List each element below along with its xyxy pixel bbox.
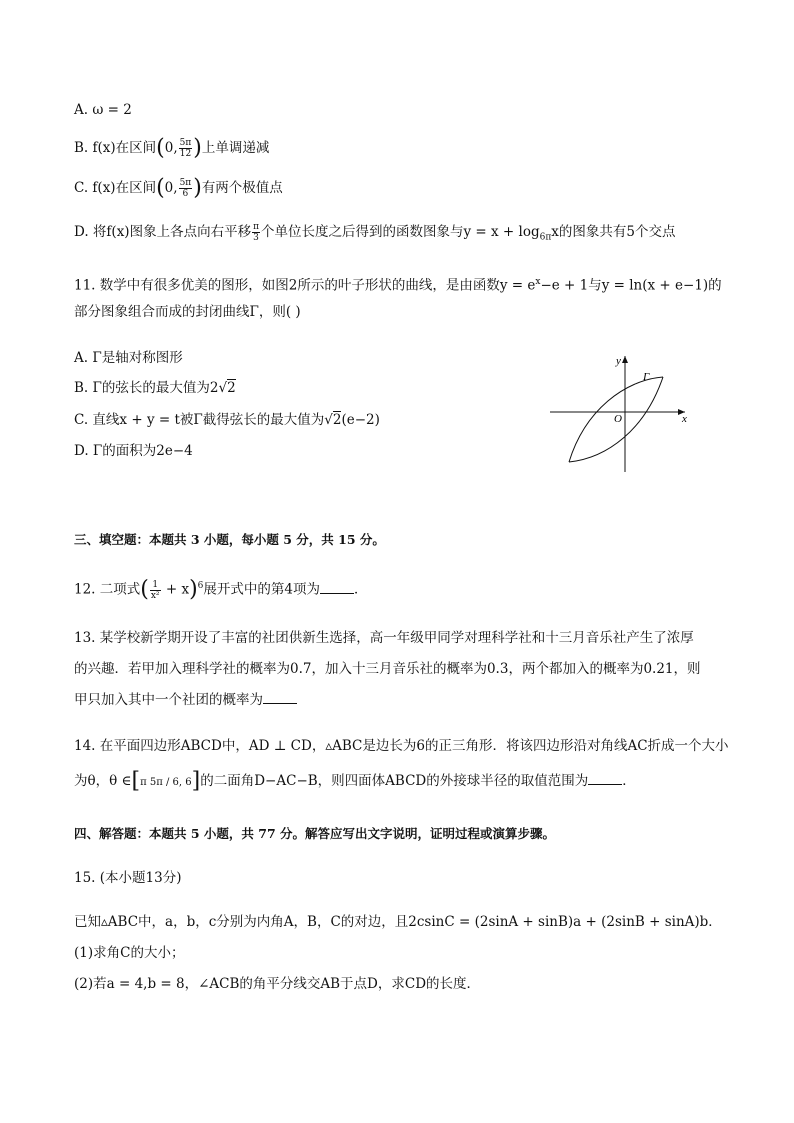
q10-option-b-suffix: 上单调递减 [201, 140, 270, 156]
q12: 12. 二项式( $\frac{1}{\text{x²}}$ + x)$^6$展开式中的第4项为 ． [74, 577, 368, 602]
q10-option-b-prefix: B. f(x)在区间 [74, 140, 157, 156]
q11-stem-line2-text: 部分图象组合而成的封闭曲线Γ，则( ) [74, 304, 301, 320]
q13-line3 [74, 690, 297, 710]
q12-fraction-den: x² [150, 590, 160, 601]
q14-interval: π 5π / 6, 6 [140, 777, 192, 788]
section-4-heading-text: 四、解答题：本题共 5 小题，共 77 分。解答应写出文字说明，证明过程或演算步骤。 [74, 826, 556, 841]
q15-part2-text: (2)若a = 4,b = 8，∠ACB的角平分线交AB于点D，求CD的长度． [74, 976, 481, 992]
q11-stem-line2 [74, 302, 301, 322]
y-axis-label: y [616, 355, 621, 367]
q15-stem-text: 已知▵ABC中，a，b，c分别为内角A，B，C的对边，且2csinC = (2sinA + sinB)a + (2sinB + sinA)b． [74, 914, 722, 930]
q11-stem-line1 [74, 272, 722, 296]
q11-option-c-radicand: 2 [332, 412, 342, 428]
q11-leaf-figure [545, 350, 695, 480]
q10-option-b-fraction-den: 12 [179, 149, 192, 159]
q15-title [74, 868, 181, 888]
q14-line2: 为θ，θ ∈[π 5π / 6, 6]的二面角D−AC−B，则四面体ABCD的外接球半径的取值范围为 ． [74, 768, 636, 794]
q11-option-d [74, 441, 193, 461]
q11-stem-line1-text: 11. 数学中有很多优美的图形，如图2所示的叶子形状的曲线，是由函数y = e [74, 277, 536, 294]
section-4-heading [74, 824, 555, 844]
q13-answer-blank[interactable] [263, 691, 297, 704]
q15-stem [74, 912, 722, 932]
q11-option-c-text: C. 直线x + y = t被Γ截得弦长的最大值为 [74, 412, 325, 428]
q11-option-c-suffix: (e−2) [341, 412, 380, 428]
q11-option-c: C. 直线x + y = t被Γ截得弦长的最大值为√2(e−2) [74, 412, 380, 428]
q15-part1-text: (1)求角C的大小； [74, 945, 185, 961]
q13-line3-text: 甲只加入其中一个社团的概率为 [74, 692, 263, 708]
q10-option-d [74, 222, 675, 248]
q15-title-text: 15. (本小题13分) [74, 870, 182, 886]
q12-exponent: 6 [197, 581, 204, 591]
section-3-heading [74, 530, 385, 550]
q15-part2 [74, 974, 480, 994]
q10-option-d-prefix: D. 将f(x)图象上各点向右平移 [74, 224, 252, 240]
q12-fraction-num: 1 [150, 580, 161, 591]
q10-option-b: B. f(x)在区间(0, $\frac{5\pi}{12}$ )上单调递减 [74, 135, 270, 161]
q12-middle: + x [161, 581, 190, 598]
section-3-heading-text: 三、填空题：本题共 3 小题，每小题 5 分，共 15 分。 [74, 532, 385, 547]
q14-line1-text: 14. 在平面四边形ABCD中，AD ⊥ CD，▵ABC是边长为6的正三角形．将该四边形沿对角线AC折成一个大小 [74, 738, 729, 754]
q10-option-b-fraction-num: 5π [179, 138, 192, 148]
q10-option-c-fraction-den: 6 [182, 189, 189, 199]
x-axis-label: x [682, 413, 687, 425]
q11-option-a-text: A. Γ是轴对称图形 [74, 350, 183, 366]
q13-line1 [74, 628, 694, 648]
q10-option-d-middle: 个单位长度之后得到的函数图象与y = x + log [261, 224, 540, 240]
q13-line2-text: 的兴趣．若甲加入理科学社的概率为0.7，加入十三月音乐社的概率为0.3，两个都加入的概率为0.21，则 [74, 661, 701, 677]
q10-option-c-fraction-num: 5π [179, 178, 192, 188]
q11-option-b-radicand: 2 [227, 380, 236, 396]
q12-prefix: 12. 二项式 [74, 581, 141, 598]
q11-option-b-text: B. Γ的弦长的最大值为2 [74, 380, 219, 396]
q11-option-a [74, 348, 183, 368]
origin-label: O [614, 413, 622, 425]
q13-line1-text: 13. 某学校新学期开设了丰富的社团供新生选择，高一年级甲同学对理科学社和十三月音乐社产生了浓厚 [74, 630, 694, 646]
q11-option-d-text: D. Γ的面积为2e−4 [74, 443, 193, 459]
y-axis-arrow-icon [622, 356, 628, 363]
q10-option-a-text: A. ω = 2 [74, 102, 132, 118]
q14-line1 [74, 736, 729, 756]
q10-option-b-fraction [179, 138, 193, 159]
q15-part1 [74, 943, 184, 963]
q10-option-d-suffix: x的图象共有5个交点 [551, 224, 676, 240]
gamma-label: Γ [643, 371, 650, 383]
q12-suffix: 展开式中的第4项为 [203, 581, 320, 598]
q10-option-d-fraction-num: π [253, 222, 259, 232]
q13-line2 [74, 659, 701, 679]
q10-option-d-fraction [252, 222, 260, 243]
q14-answer-blank[interactable] [588, 772, 622, 785]
q10-option-c-suffix: 有两个极值点 [201, 180, 283, 196]
q14-line2-prefix: 为θ，θ ∈ [74, 773, 132, 789]
q10-option-d-log-base: 6π [539, 232, 552, 243]
q10-option-c-prefix: C. f(x)在区间 [74, 180, 157, 196]
q12-fraction [150, 580, 161, 601]
q10-option-c-fraction [179, 178, 193, 199]
q12-answer-blank[interactable] [320, 581, 354, 594]
q10-option-c: C. f(x)在区间(0, $\frac{5\pi}{6}$ )有两个极值点 [74, 175, 283, 201]
q10-option-a [74, 100, 132, 120]
q11-stem-line1-end: −e + 1与y = ln(x + e−1)的 [540, 277, 722, 294]
q14-line2-suffix: 的二面角D−AC−B，则四面体ABCD的外接球半径的取值范围为 [200, 773, 589, 789]
q11-stem-exponent: x [535, 277, 541, 287]
q11-option-b: B. Γ的弦长的最大值为2√2 [74, 380, 236, 396]
q10-option-d-fraction-den: 3 [253, 233, 259, 243]
